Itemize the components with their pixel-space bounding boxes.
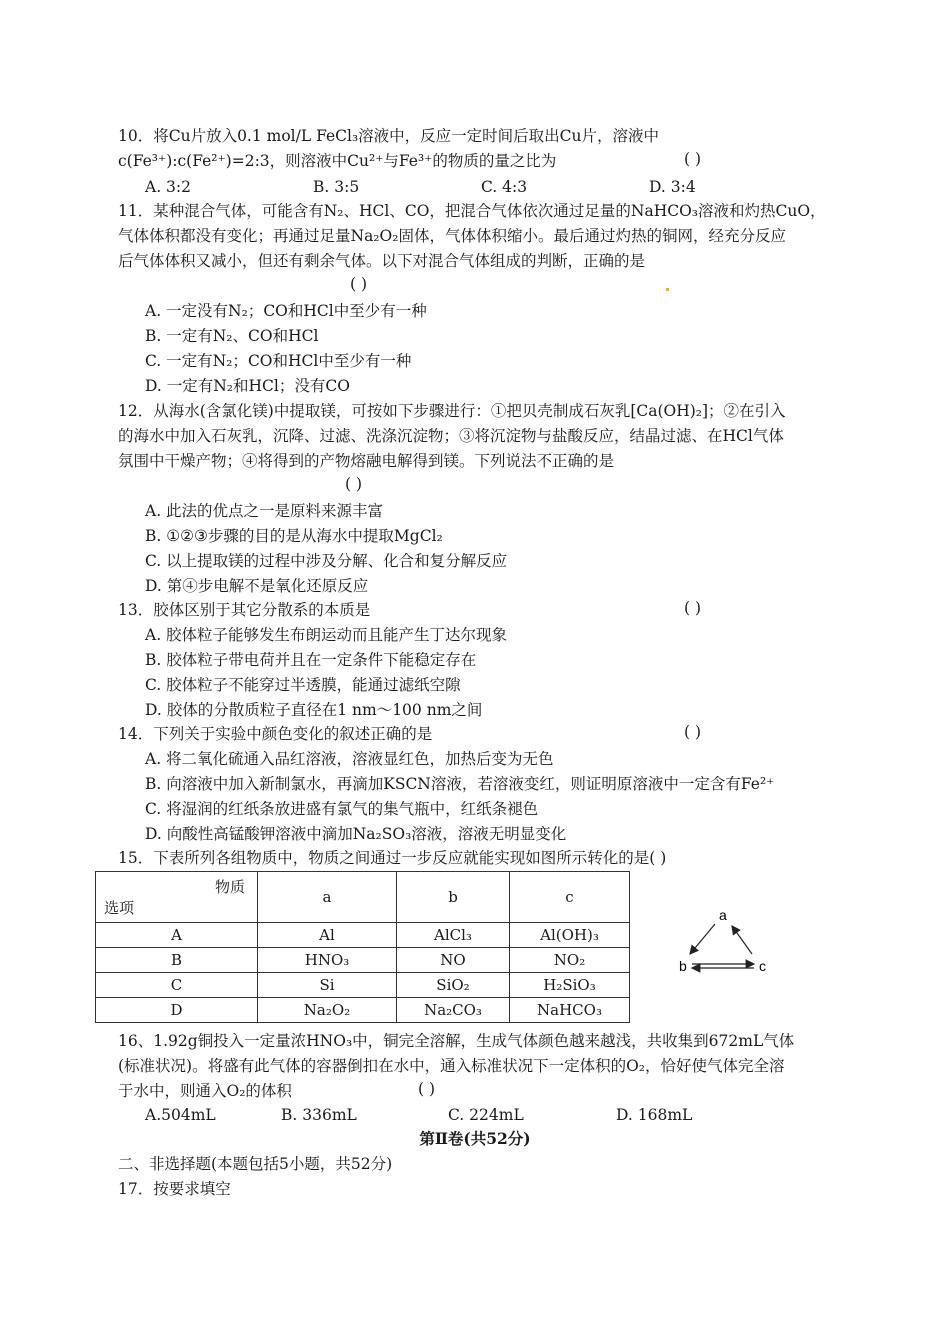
row-a: Al [258,923,397,948]
q12-option-d: D. 第④步电解不是氧化还原反应 [145,577,369,595]
q11-stem-line3: 后气体体积又减小，但还有剩余气体。以下对混合气体组成的判断，正确的是 [118,252,646,270]
q13-option-a: A. 胶体粒子能够发生布朗运动而且能产生丁达尔现象 [145,626,508,644]
row-option: C [96,973,258,998]
q10-stem-line2: c(Fe³⁺):c(Fe²⁺)=2:3，则溶液中Cu²⁺与Fe³⁺的物质的量之比为 [118,152,557,170]
row-option: D [96,998,258,1023]
header-col-a: a [258,872,397,923]
row-b: SiO₂ [397,973,510,998]
row-c: Al(OH)₃ [510,923,630,948]
q15-options-table [95,871,630,1023]
row-c: NaHCO₃ [510,998,630,1023]
q11-option-d: D. 一定有N₂和HCl；没有CO [145,377,350,395]
q13-stem: 13．胶体区别于其它分散系的本质是 [118,601,371,619]
q14-option-d: D. 向酸性高锰酸钾溶液中滴加Na₂SO₃溶液，溶液无明显变化 [145,825,567,843]
row-a: HNO₃ [258,948,397,973]
q12-stem-line2: 的海水中加入石灰乳，沉降、过滤、洗涤沉淀物；③将沉淀物与盐酸反应，结晶过滤、在HCl气体 [118,427,784,445]
q12-stem-line3: 氛围中干燥产物；④将得到的产物熔融电解得到镁。下列说法不正确的是 [118,452,615,470]
arrow-c-to-a [732,926,752,954]
q13-option-b: B. 胶体粒子带电荷并且在一定条件下能稳定存在 [145,651,477,669]
q13-option-d: D. 胶体的分散质粒子直径在1 nm～100 nm之间 [145,701,483,719]
table-corner-cell [96,872,258,923]
header-substance: 物质 [214,878,245,896]
q10-option-c: C. 4:3 [481,178,528,196]
q12-answer-paren: ( ) [345,475,363,493]
table-row [96,923,630,948]
q11-option-b: B. 一定有N₂、CO和HCl [145,327,319,345]
q10-option-d: D. 3:4 [649,178,696,196]
q14-option-b: B. 向溶液中加入新制氯水，再滴加KSCN溶液，若溶液变红，则证明原溶液中一定含有Fe²⁺ [145,775,775,793]
q14-option-a: A. 将二氧化硫通入品红溶液，溶液显红色，加热后变为无色 [145,750,554,768]
q11-option-a: A. 一定没有N₂；CO和HCl中至少有一种 [145,302,427,320]
q12-option-a: A. 此法的优点之一是原料来源丰富 [145,502,384,520]
table-row [96,973,630,998]
q11-stem-line2: 气体体积都没有变化；再通过足量Na₂O₂固体，气体体积缩小。最后通过灼热的铜网，经充分反应 [118,227,786,245]
q10-stem-line1: 10．将Cu片放入0.1 mol/L FeCl₃溶液中，反应一定时间后取出Cu片，溶液中 [118,127,660,145]
row-b: Na₂CO₃ [397,998,510,1023]
diagram-label-a: a [719,907,727,923]
section-title: 第Ⅱ卷(共52分) [419,1129,531,1148]
q11-stem-line1: 11．某种混合气体，可能含有N₂、HCl、CO，把混合气体依次通过足量的NaHCO₃溶液和灼热CuO， [118,202,826,220]
header-col-c: c [510,872,630,923]
q16-option-b: B. 336mL [281,1106,357,1124]
table-header-row [96,872,630,923]
row-a: Si [258,973,397,998]
diagram-label-c: c [759,958,766,974]
q16-stem-line2: (标准状况)。将盛有此气体的容器倒扣在水中，通入标准状况下一定体积的O₂，恰好使气体完全溶 [118,1057,785,1075]
header-option: 选项 [104,899,135,917]
arrow-a-to-b [690,924,715,954]
q10-option-a: A. 3:2 [145,178,191,196]
row-c: H₂SiO₃ [510,973,630,998]
q12-stem-line1: 12．从海水(含氯化镁)中提取镁，可按如下步骤进行：①把贝壳制成石灰乳[Ca(OH)₂]；②在引入 [118,402,786,420]
q13-answer-paren: ( ) [684,599,702,617]
row-a: Na₂O₂ [258,998,397,1023]
header-col-b: b [397,872,510,923]
q16-stem-line1: 16、1.92g铜投入一定量浓HNO₃中，铜完全溶解，生成气体颜色越来越浅，共收集到672mL气体 [118,1032,795,1050]
stray-mark [666,288,669,291]
q14-stem: 14．下列关于实验中颜色变化的叙述正确的是 [118,725,433,743]
table-row [96,998,630,1023]
conversion-diagram [670,900,780,980]
row-option: A [96,923,258,948]
row-c: NO₂ [510,948,630,973]
q16-stem-line3: 于水中，则通入O₂的体积 [118,1082,292,1100]
row-b: AlCl₃ [397,923,510,948]
q12-option-b: B. ①②③步骤的目的是从海水中提取MgCl₂ [145,527,443,545]
row-option: B [96,948,258,973]
q16-option-c: C. 224mL [448,1106,524,1124]
q14-option-c: C. 将湿润的红纸条放进盛有氯气的集气瓶中，红纸条褪色 [145,800,539,818]
diagram-label-b: b [679,958,687,974]
q14-answer-paren: ( ) [684,723,702,741]
q11-answer-paren: ( ) [350,275,368,293]
q10-answer-paren: ( ) [684,150,702,168]
q16-answer-paren: ( ) [418,1080,436,1098]
q10-option-b: B. 3:5 [313,178,360,196]
table-row [96,948,630,973]
q12-option-c: C. 以上提取镁的过程中涉及分解、化合和复分解反应 [145,552,508,570]
row-b: NO [397,948,510,973]
q16-option-a: A.504mL [145,1106,216,1124]
q11-option-c: C. 一定有N₂；CO和HCl中至少有一种 [145,352,412,370]
q16-option-d: D. 168mL [616,1106,693,1124]
q13-option-c: C. 胶体粒子不能穿过半透膜，能通过滤纸空隙 [145,676,461,694]
q17-stem: 17．按要求填空 [118,1180,231,1198]
section-heading: 二、非选择题(本题包括5小题，共52分) [118,1155,393,1173]
q15-stem: 15．下表所列各组物质中，物质之间通过一步反应就能实现如图所示转化的是( ) [118,849,667,867]
